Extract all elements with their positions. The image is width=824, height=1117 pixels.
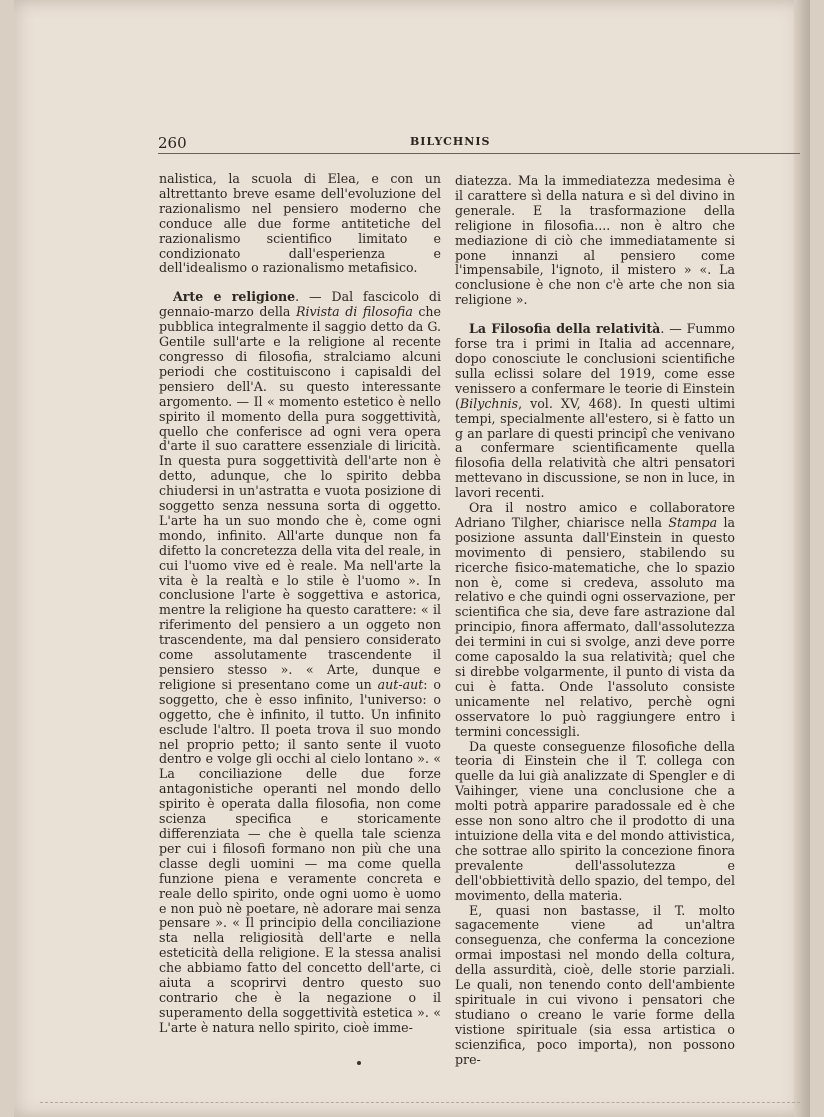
section-text: : o soggetto, che è esso infinito, l'universo: o oggetto, che è infinito, il tutto. Un infinito esclude l'altro. Il poeta trova il suo mondo nel proprio petto; il santo sente il vuoto dentro e volge gli occhi al cielo lontano ». « La conciliazione delle due forze antagonistiche operanti nel mondo dello spirito è operata dalla filosofia, non come scienza specifica e storicamente differenziata — che è quella tale scienza per cui i filosofi formano non più che una classe degli uomini — ma come quella funzione piena e veramente concreta e reale dello spirito, onde ogni uomo è uomo e non può nè poetare, nè adorare mai senza pensare ». « Il principio della conciliazione sta nella religiosità dell'arte e nella esteticità della religione. E la stessa analisi che abbiamo fatto del concetto dell'arte, ci aiuta a scoprirvi dentro questo suo contrario che è la negazione o il superamento della soggettività estetica ». « L'arte è natura nello spirito, cioè imme- [159, 676, 441, 1035]
paragraph-quasi-non-bastasse: E, quasi non bastasse, il T. molto sagacemente viene ad un'altra conseguenza, che conferma la concezione ormai impostasi nel mondo della coltura, della assurdità, cioè, delle storie parziali. Le quali, non tenendo conto dell'ambiente spirituale in cui vivono i pensatori che studiano o creano le varie forme della vistione spirituale (sia essa artistica o scienzifica, poco importa), non possono pre- [455, 902, 735, 1067]
bottom-edge-line [40, 1102, 800, 1103]
paragraph-tilgher [455, 501, 735, 740]
header-rule [158, 153, 800, 154]
section-text: , vol. XV, 468). In questi ultimi tempi, specialmente all'estero, si è fatto un g an parlare di questi principî che venivano a confermare scientificamente quella filosofia della relatività che altri pensatori mettevano in discussione, se non in luce, in lavori recenti. [455, 395, 735, 501]
page-number: 260 [158, 134, 187, 152]
right-column [455, 174, 735, 1067]
paragraph-text: la posizione assunta dall'Einstein in questo movimento di pensiero, stabilendo su ricerche fisico-matematiche, che lo spazio non è, come si credeva, assoluto ma relativo e che quindi ogni osservazione, per scientifica che sia, deve fare astrazione dal principio, finora affermato, dall'assolutezza dei termini in cui si svolge, anzi deve porre come caposaldo la sua relatività; quel che si direbbe volgarmente, il punto di vista da cui è fatta. Onde l'assoluto consiste unicamente nel relativo, perchè ogni osservatore lo può raggiungere entro i termini concessigli. [455, 514, 735, 739]
journal-title: Rivista di filosofia [295, 304, 413, 320]
section-text: . — Fummo forse tra i primi in Italia ad accennare, dopo conosciute le conclusioni scientifiche sulla eclissi solare del 1919, come esse venissero a confermare le teorie di Einstein ( [455, 321, 735, 411]
page-dot-mark [357, 1061, 361, 1065]
intro-paragraph: nalistica, la scuola di Elea, e con un altrettanto breve esame dell'evoluzione del razionalismo nel pensiero moderno che conduce alle due forme antitetiche del razionalismo scientifico limitato e condizionato dall'esperienza e dell'idealismo o razionalismo metafisico. [159, 171, 441, 276]
section-filosofia-relativita [455, 322, 735, 501]
italic-term: aut-aut [377, 676, 424, 692]
page-gutter-shadow [794, 0, 810, 1117]
paragraph-text: Ora il nostro amico e collaboratore Adriano Tilgher, chiarisce nella [455, 500, 735, 530]
newspaper-title: Stampa [668, 514, 718, 530]
section-text: che pubblica integralmente il saggio detto da G. Gentile sull'arte e la religione al recente congresso di filosofia, stralciamo alcuni periodi che costituiscono i capisaldi del pensiero dell'A. su questo interessante argomento. — Il « momento estetico è nello spirito il momento della pura soggettività, quello che conferisce ad ogni vera opera d'arte il suo carattere essenziale di liricità. In questa pura soggettività dell'arte non è detto, adunque, che lo spirito debba chiudersi in un'astratta e vuota posizione di soggetto senza nessuna sorta di oggetto. L'arte ha un suo mondo che è, come ogni mondo, infinito. All'arte dunque non fa difetto la concretezza della vita del reale, in cui l'uomo vive ed è reale. Ma nell'arte la vita è la realtà e lo stile è l'uomo ». In conclusione l'arte è soggettiva e astorica, mentre la religione ha questo carattere: « il riferimento del pensiero a un oggeto non trascendente, ma dal pensiero considerato come assolutamente trascendente il pensiero stesso ». « Arte, dunque e religione si presentano come un [159, 304, 441, 692]
section-arte-e-religione [159, 290, 441, 1035]
page-header [158, 134, 800, 154]
continuation-paragraph: diatezza. Ma la immediatezza medesima è il carattere sì della natura e sì del divino in generale. E la trasformazione della religione in filosofia.... non è altro che mediazione di ciò che immediatamente si pone innanzi al pensiero come l'impensabile, l'ignoto, il mistero » «. La conclusione è che non c'è arte che non sia religione ». [455, 173, 735, 308]
left-column [159, 172, 441, 1036]
paragraph-conseguenze: Da queste conseguenze filosofiche della teoria di Einstein che il T. collega con quelle da lui già analizzate di Spengler e di Vaihinger, viene una conclusione che a molti potrà apparire paradossale ed è che esse non sono altro che il prodotto di una intuizione della vita e del mondo attivistica, che sottrae allo spirito la concezione finora prevalente dell'assolutezza e dell'obbiettività dello spazio, del tempo, del movimento, della materia. [455, 738, 735, 903]
running-title: BILYCHNIS [410, 135, 491, 148]
journal-title: Bilychnis [459, 395, 519, 411]
section-title-filosofia-relativita: La Filosofia della relatività [469, 321, 661, 337]
section-text: . — Dal fascicolo di gennaio-marzo della [159, 289, 441, 320]
section-title-arte-e-religione: Arte e religione [173, 289, 296, 305]
